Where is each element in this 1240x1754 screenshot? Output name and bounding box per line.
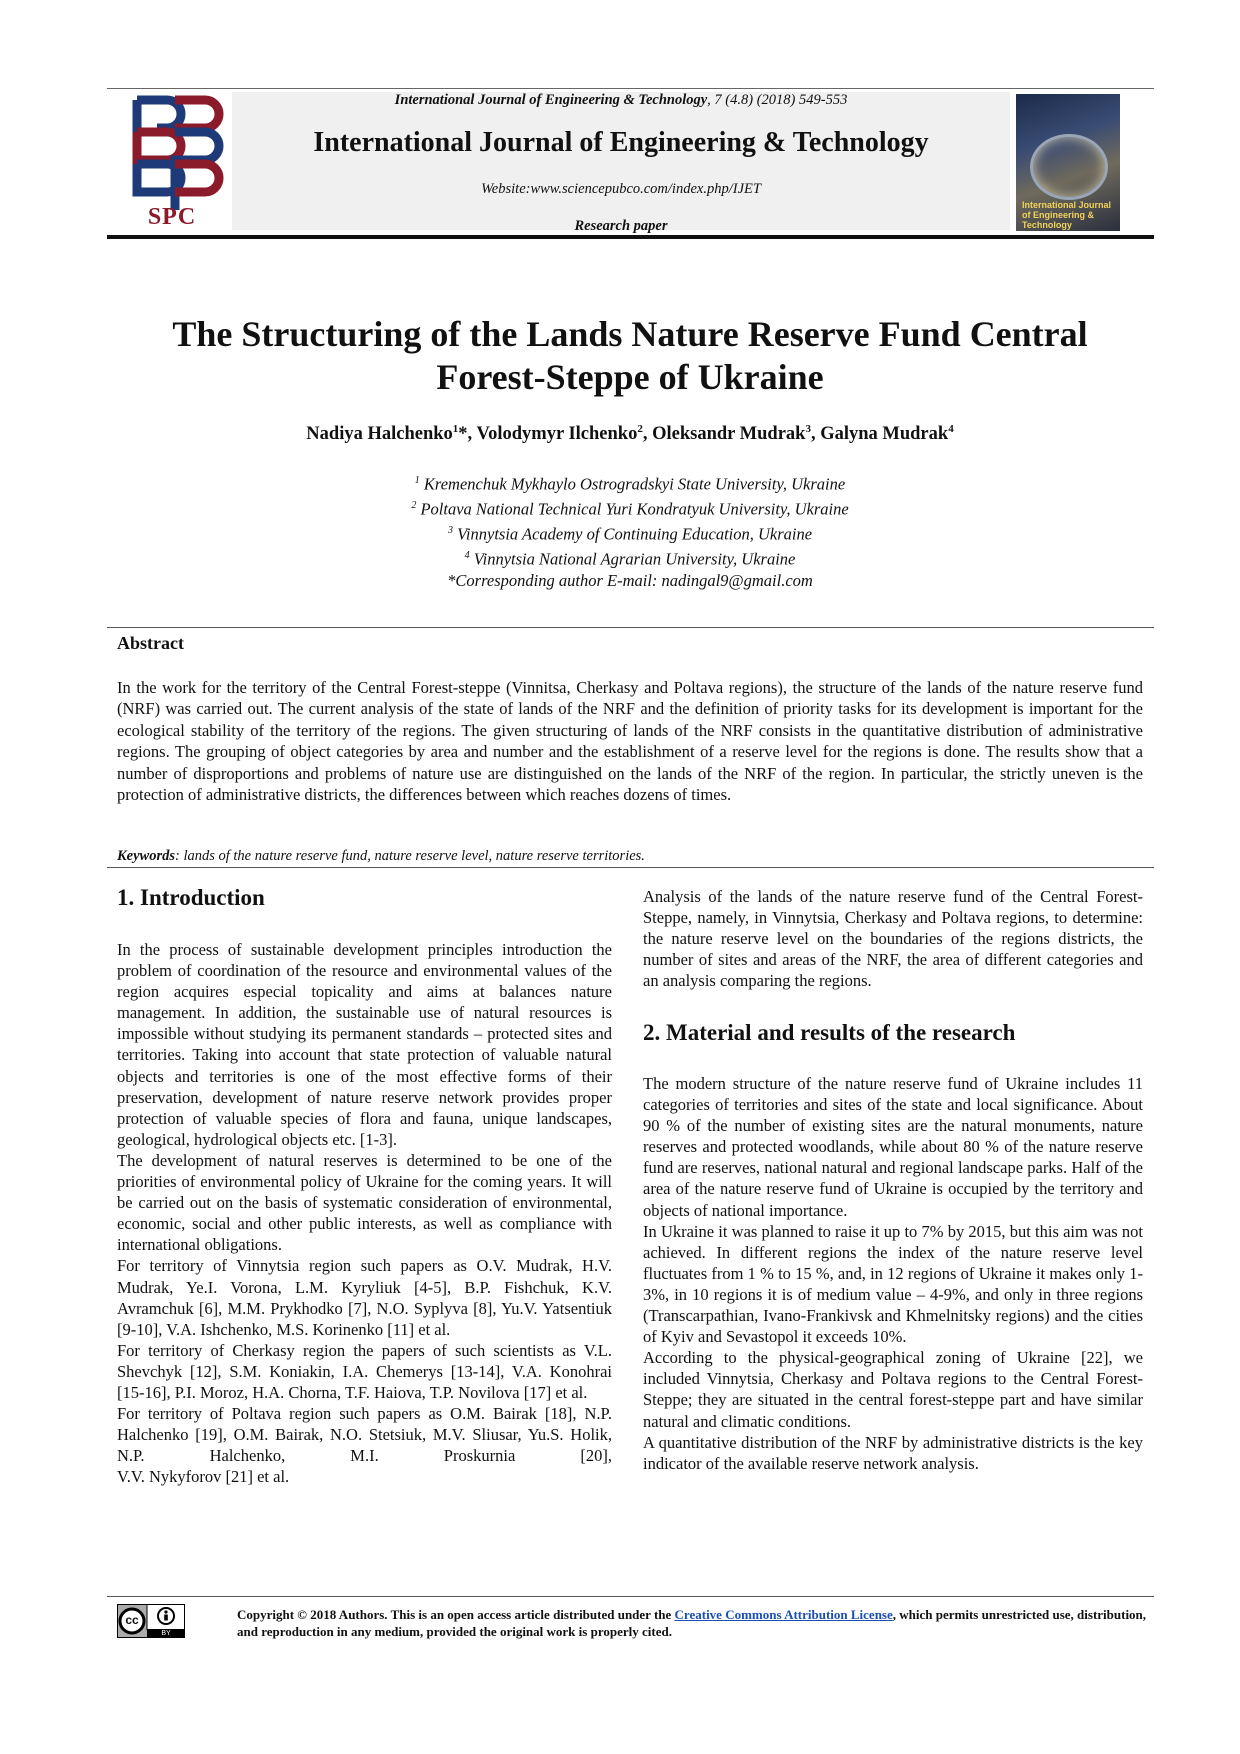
author-name: Oleksandr Mudrak$^3$ [652, 423, 811, 445]
paragraph: The modern structure of the nature reserve fund of Ukraine includes 11 categories of territories and sites of the state and local significance. About 90 % of the number of existing sites are the natural monuments, nature reserves and protected woodlands, while about 80 % of the nature reserve fund are reserves, national natural and regional landscape parks. Half of the area of the nature reserve fund of Ukraine is occupied by the territory and objects of national importance. [643, 1074, 1143, 1220]
paper-title: The Structuring of the Lands Nature Reserve Fund Central Forest-Steppe of Ukraine [172, 314, 1088, 397]
author-affiliation-marker: 3 [805, 423, 811, 435]
keywords-label: Keywords [117, 848, 175, 864]
paragraph: A quantitative distribution of the NRF by administrative districts is the key indicator of the available reserve network analysis. [643, 1432, 1143, 1473]
cover-text: International Journal of Engineering & Technology [1022, 200, 1112, 230]
author-affiliation-marker: 4 [948, 423, 954, 435]
section-heading-material-results: 2. Material and results of the research [643, 1020, 1016, 1045]
keywords [117, 848, 1143, 865]
paper-type: Research paper [574, 218, 668, 234]
paragraph: In the process of sustainable development principles introduction the problem of coordination of the resource and environmental values of the region acquires especial topicality and aims at balances nature management. In addition, the sustainable use of natural resources is impossible without studying its permanent standards – protected sites and territories. Taking into account that state protection of valuable natural objects and territories is one of the most effective forms of their preservation, development of nature reserve network provides proper protection of valuable species of flora and fauna, unique landscapes, geological, hydrological objects etc. [1-3]. [117, 940, 612, 1149]
header-bottom-rule [107, 235, 1154, 239]
cc-by-license-badge[interactable] [117, 1604, 185, 1638]
paragraph: The development of natural reserves is determined to be one of the priorities of environmental policy of Ukraine for the coming years. It will be carried out on the basis of systematic consideration of environmental, economic, social and other public interests, as well as compliance with international obligations. [117, 1150, 612, 1255]
section-heading-introduction: 1. Introduction [117, 885, 265, 910]
introduction-body [117, 939, 612, 1487]
paragraph: In Ukraine it was planned to raise it up to 7% by 2015, but this aim was not achieved. In different regions the index of the nature reserve level fluctuates from 1 % to 15 %, and, in 12 regions of Ukraine it makes only 1-3%, in 10 regions it is of medium value – 4-9%, and only in three regions (Transcarpathian, Ivano-Frankivsk and Khmelnitsky regions) and the cities of Kyiv and Sevastopol it exceeds 10%. [643, 1221, 1143, 1347]
affiliation-line: $^3$ Vinnytsia Academy of Continuing Education, Ukraine [447, 524, 813, 544]
affiliation-line: $^2$ Poltava National Technical Yuri Kondratyuk University, Ukraine [411, 499, 849, 519]
keywords-rule [107, 867, 1154, 868]
publisher-logo [117, 92, 227, 232]
abstract-text: In the work for the territory of the Central Forest-steppe (Vinnitsa, Cherkasy and Poltava regions), the structure of the lands of the nature reserve fund (NRF) was carried out. The current analysis of the state of lands of the NRF and the definition of priority tasks for its development is important for the ecological stability of the territory of the regions. The given structuring of lands of the NRF consists in the quantitative distribution of administrative regions. The grouping of object categories by area and number and the establishment of a reserve level for the regions is done. The results show that a number of disproportions and problems of nature use are distinguished on the lands of the NRF of the region. In particular, the strictly uneven is the protection of administrative districts, the differences between which reaches dozens of times. [117, 678, 1143, 805]
author-name: Volodymyr Ilchenko$^2$ [476, 423, 643, 445]
cover-ring-graphic [1030, 134, 1108, 200]
author-affiliation-marker: 1 [452, 423, 459, 435]
abstract-heading: Abstract [117, 633, 184, 653]
paragraph: For territory of Poltava region such papers as O.M. Bairak [18], N.P. Halchenko [19], O.M. Bairak, N.O. Stetsiuk, M.V. Sliusar, Yu.S. Holik, N.P. Halchenko, M.I. Proskurnia [20], [117, 1404, 612, 1466]
cc-label: cc [125, 1613, 139, 1627]
paragraph: According to the physical-geographical zoning of Ukraine [22], we included Vinnytsia, Cherkasy and Poltava regions to the Central Forest-Steppe; they are situated in the central forest-steppe part and have similar natural and climatic conditions. [643, 1348, 1143, 1431]
journal-citation: International Journal of Engineering & Technology, 7 (4.8) (2018) 549-553 [394, 92, 848, 108]
author-list: Nadiya Halchenko$^1$*, Volodymyr Ilchenko$^2$, Oleksandr Mudrak$^3$, Galyna Mudrak$^4$ [306, 423, 954, 445]
header-band [232, 92, 1010, 230]
material-results-body [643, 1073, 1143, 1474]
header-top-rule [107, 88, 1154, 89]
author-affiliation-marker: 2 [637, 423, 643, 435]
author-name: Nadiya Halchenko$^1$* [306, 423, 468, 445]
abstract-top-rule [107, 627, 1154, 628]
journal-cover-image [1016, 94, 1120, 231]
paragraph: For territory of Vinnytsia region such papers as O.V. Mudrak, H.V. Mudrak, Ye.I. Vorona, L.M. Kyryliuk [4-5], B.P. Fishchuk, K.V. Avramchuk [6], M.M. Prykhodko [7], N.O. Syplyva [8], Yu.V. Yatsentiuk [9-10], V.A. Ishchenko, M.S. Korinenko [11] et al. [117, 1256, 612, 1339]
by-label: BY [161, 1630, 171, 1637]
affiliations [120, 470, 1140, 592]
corresponding-author: *Corresponding author E-mail: nadingal9@gmail.com [447, 571, 813, 590]
paragraph: V.V. Nykyforov [21] et al. [117, 1467, 290, 1487]
journal-title: International Journal of Engineering & Technology [313, 127, 929, 158]
license-link[interactable]: Creative Commons Attribution License [674, 1607, 893, 1622]
author-name: Galyna Mudrak$^4$ [820, 423, 954, 445]
journal-website: Website:www.sciencepubco.com/index.php/IJET [481, 181, 761, 197]
affiliation-line: $^4$ Vinnytsia National Agrarian University, Ukraine [464, 549, 796, 569]
paragraph: For territory of Cherkasy region the papers of such scientists as V.L. Shevchyk [12], S.M. Koniakin, I.A. Chemerys [13-14], V.A. Konohrai [15-16], P.I. Moroz, H.A. Chorna, T.F. Haiova, T.P. Novilova [17] et al. [117, 1340, 612, 1402]
introduction-continuation: Analysis of the lands of the nature reserve fund of the Central Forest-Steppe, namely, in Vinnytsia, Cherkasy and Poltava regions, to determine: the nature reserve level on the boundaries of the regions districts, the number of sites and areas of the NRF, the area of different categories and an analysis comparing the regions. [643, 887, 1143, 991]
publisher-logo-text: SPC [147, 204, 197, 230]
copyright-notice: Copyright © 2018 Authors. This is an open access article distributed under the Creative Commons Attribution License, which permits unrestricted use, distribution, and reproduction in any medium, provided the original work is properly cited. [237, 1607, 1147, 1639]
keywords-text: : lands of the nature reserve fund, nature reserve level, nature reserve territories. [175, 848, 645, 864]
affiliation-line: $^1$ Kremenchuk Mykhaylo Ostrogradskyi State University, Ukraine [414, 474, 846, 494]
footer-rule [107, 1596, 1154, 1597]
